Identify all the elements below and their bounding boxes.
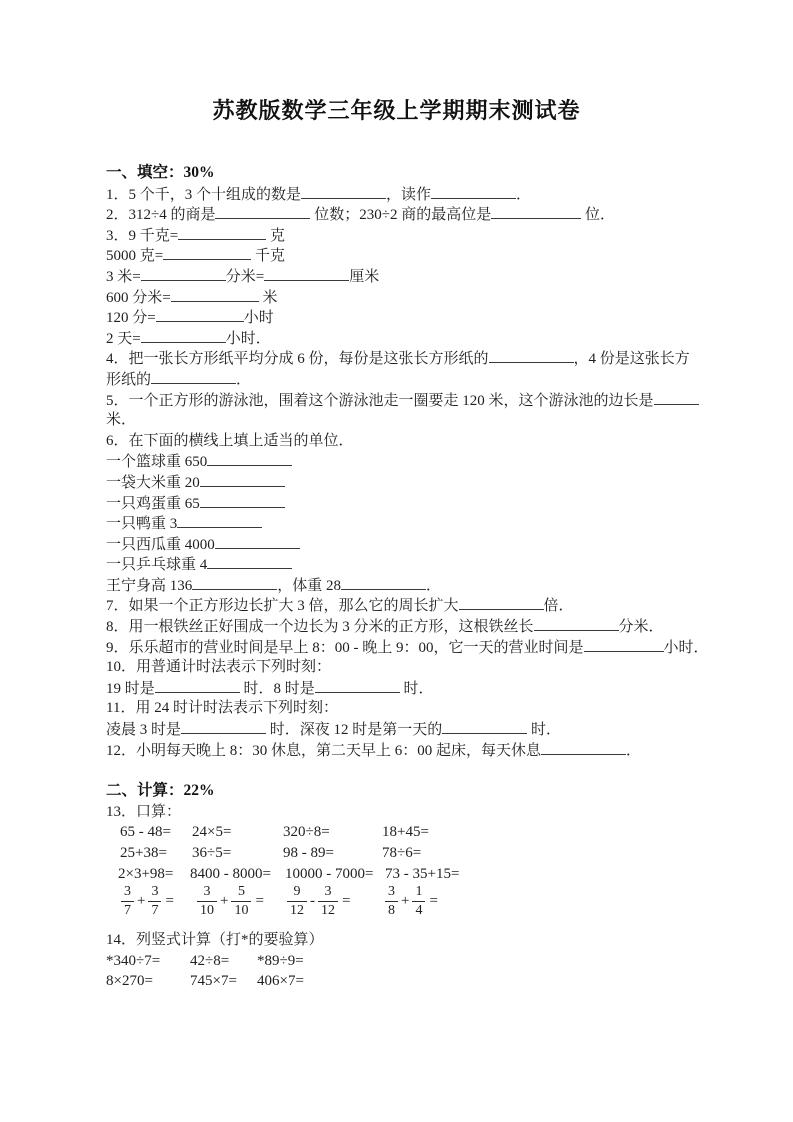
text-line (106, 204, 713, 225)
text-run: ． (626, 742, 642, 759)
text-run: 4．把一张长方形纸平均分成 6 份，每份是这张长方形纸的 (106, 351, 489, 368)
section-fill-in-blanks (106, 163, 713, 760)
page-title: 苏教版数学三年级上学期期末测试卷 (212, 98, 581, 123)
answer-blank (215, 204, 310, 219)
expression: 36÷5= (192, 845, 232, 861)
answer-blank (207, 451, 292, 466)
fraction (287, 884, 307, 918)
fraction-denominator: 7 (151, 902, 159, 918)
text-line (106, 740, 713, 761)
text-line (106, 698, 713, 719)
text-run: 7．如果一个正方形边长扩大 3 倍，那么它的周长扩大 (106, 598, 459, 615)
answer-blank (156, 307, 244, 322)
answer-blank (301, 184, 386, 199)
fraction-numerator: 3 (318, 884, 338, 901)
answer-blank (151, 369, 236, 384)
section-fill-in-lines (106, 184, 713, 761)
answer-blank (442, 719, 527, 734)
fraction-numerator: 3 (385, 884, 398, 901)
text-run: 时． (399, 680, 434, 697)
fraction-denominator: 8 (388, 902, 395, 918)
text-run: ，体重 28 (277, 577, 342, 594)
text-run: 10．用普通计时法表示下列时刻： (106, 659, 332, 676)
fraction (121, 884, 134, 918)
text-line (106, 657, 713, 678)
text-run: 一只鸭重 3 (106, 516, 178, 533)
fraction-denominator: 10 (200, 902, 214, 918)
section-heading-fill-in: 一、填空：30% (106, 164, 215, 181)
text-line (106, 451, 713, 472)
text-run: ． (516, 186, 532, 203)
expression: *340÷7= (106, 952, 161, 969)
text-run: 14．列竖式计算（打*的要验算） (106, 932, 324, 949)
fraction-expression (196, 884, 264, 918)
expression: 73 - 35+15= (385, 865, 460, 882)
expression: 24×5= (192, 824, 232, 841)
text-run: 时．8 时是 (239, 680, 315, 697)
equals-sign: = (255, 892, 264, 909)
equals-sign: = (165, 892, 174, 909)
text-run: 小时 (243, 310, 274, 327)
fraction (318, 884, 338, 918)
text-run: 2 天= (106, 330, 141, 347)
answer-blank (177, 513, 262, 528)
text-run: 位． (581, 207, 615, 224)
fraction-expression (384, 884, 438, 918)
text-run: 小时． (663, 639, 709, 656)
paper-content (0, 163, 793, 992)
text-run: 凌晨 3 时是 (106, 722, 182, 739)
text-line (106, 245, 713, 266)
text-run: 小时． (225, 330, 271, 347)
fraction-expression (286, 884, 350, 918)
answer-blank (541, 740, 626, 755)
fraction-numerator: 5 (231, 884, 251, 901)
fraction-denominator: 4 (415, 902, 423, 918)
answer-blank (163, 245, 251, 260)
answer-blank (181, 719, 266, 734)
operator: + (401, 892, 410, 909)
answer-blank (200, 472, 285, 487)
text-run: ，读作 (386, 186, 432, 203)
operator: + (220, 892, 229, 909)
text-run: 倍． (543, 598, 574, 615)
expression: 18+45= (382, 824, 429, 841)
equals-sign: = (429, 892, 438, 909)
fraction (231, 884, 251, 918)
answer-blank (141, 328, 226, 343)
text-run: 12．小明每天晚上 8：30 休息，第二天早上 6：00 起床，每天休息 (106, 742, 542, 759)
answer-blank (215, 534, 300, 549)
text-run: 时． (527, 722, 562, 739)
text-run: ，4 份是这张长方 (573, 351, 690, 368)
fraction-numerator: 3 (121, 884, 134, 901)
answer-blank (141, 266, 226, 281)
text-line (106, 493, 713, 514)
text-run: 1．5 个千，3 个十组成的数是 (106, 186, 302, 203)
text-line (106, 575, 713, 596)
text-line (106, 369, 713, 390)
fraction-numerator: 1 (412, 884, 425, 901)
answer-blank (459, 595, 544, 610)
text-run: 分米． (618, 619, 664, 636)
answer-blank (315, 678, 400, 693)
expression: 2×3+98= (118, 865, 174, 882)
text-run: 形纸的 (106, 371, 152, 388)
text-run: 8．用一根铁丝正好围成一个边长为 3 分米的正方形，这根铁丝长 (106, 619, 534, 636)
text-run: 2．312÷4 的商是 (106, 207, 216, 224)
text-run: ． (426, 577, 442, 594)
answer-blank (341, 575, 426, 590)
text-run: 3 米= (106, 268, 141, 285)
answer-blank (264, 266, 349, 281)
fraction-denominator: 12 (290, 902, 304, 918)
text-run: 一个篮球重 650 (106, 454, 208, 471)
operator: + (137, 892, 146, 909)
text-run: 6．在下面的横线上填上适当的单位． (106, 432, 354, 449)
text-line (106, 348, 713, 369)
text-run: 位数；230÷2 商的最高位是 (310, 207, 492, 224)
text-run: 11．用 24 时计时法表示下列时刻： (106, 700, 338, 717)
text-line (106, 637, 713, 658)
text-run: 千克 (251, 248, 285, 265)
text-run: 王宁身高 136 (106, 577, 193, 594)
fraction (385, 884, 398, 918)
text-run: 一只鸡蛋重 65 (106, 495, 200, 512)
expression-row (106, 971, 713, 992)
text-line (106, 266, 713, 287)
text-run: 一只乒乓球重 4 (106, 557, 208, 574)
section-calculation (106, 781, 713, 992)
answer-blank (171, 287, 259, 302)
fraction (148, 884, 161, 918)
text-line (106, 595, 713, 616)
text-line (106, 287, 713, 308)
text-run: 米． (106, 412, 137, 429)
fraction (197, 884, 217, 918)
answer-blank (178, 225, 266, 240)
fraction-numerator: 9 (287, 884, 307, 901)
answer-blank (491, 204, 581, 219)
answer-blank (155, 678, 240, 693)
fraction-numerator: 3 (148, 884, 161, 901)
section-calculation-lines (106, 802, 713, 992)
answer-blank (584, 637, 664, 652)
expression: 10000 - 7000= (285, 865, 374, 882)
text-line (106, 390, 713, 411)
expression: 8400 - 8000= (190, 865, 271, 882)
text-run: ． (236, 371, 252, 388)
expression: 25+38= (120, 845, 167, 861)
expression: 65 - 48= (120, 824, 171, 841)
expression: 98 - 89= (283, 845, 334, 861)
text-run: 9．乐乐超市的营业时间是早上 8：00 - 晚上 9：00，它一天的营业时间是 (106, 639, 584, 656)
text-run: 一袋大米重 20 (106, 474, 200, 491)
text-line (106, 802, 713, 823)
fraction-expression (120, 884, 174, 918)
expression: 78÷6= (382, 845, 422, 861)
answer-blank (200, 493, 285, 508)
fraction (412, 884, 425, 918)
text-line (106, 431, 713, 452)
text-run: 120 分= (106, 310, 156, 327)
text-line (106, 328, 713, 349)
expression: *89÷9= (257, 952, 304, 969)
expression: 745×7= (190, 973, 237, 990)
text-line (106, 616, 713, 637)
fraction-denominator: 12 (321, 902, 335, 918)
expression-row (106, 822, 713, 843)
text-run: 3．9 千克= (106, 227, 179, 244)
equals-sign: = (342, 892, 351, 909)
expression: 8×270= (106, 973, 153, 990)
expression-row (106, 843, 713, 864)
text-line (106, 307, 713, 328)
text-run: 19 时是 (106, 680, 155, 697)
text-line (106, 472, 713, 493)
text-run: 分米= (225, 268, 265, 285)
fraction-numerator: 3 (197, 884, 217, 901)
text-run: 一只西瓜重 4000 (106, 536, 215, 553)
text-run: 13．口算： (106, 803, 182, 820)
operator: - (310, 892, 315, 909)
text-line (106, 225, 713, 246)
text-run: 米 (258, 289, 278, 306)
text-line (106, 513, 713, 534)
text-line (106, 534, 713, 555)
expression: 42÷8= (190, 952, 230, 969)
text-line (106, 554, 713, 575)
answer-blank (489, 348, 574, 363)
answer-blank (534, 616, 619, 631)
answer-blank (654, 390, 699, 405)
text-line (106, 719, 713, 740)
text-run: 时．深夜 12 时是第一天的 (266, 722, 443, 739)
text-run: 5．一个正方形的游泳池，围着这个游泳池走一圈要走 120 米，这个游泳池的边长是 (106, 392, 654, 409)
expression-row (106, 864, 713, 885)
text-line (106, 184, 713, 205)
answer-blank (207, 554, 292, 569)
expression-row (106, 951, 713, 972)
text-line (106, 930, 713, 951)
section-heading-calculation: 二、计算：22% (106, 782, 215, 800)
text-line (106, 678, 713, 699)
text-run: 5000 克= (106, 248, 164, 265)
fraction-denominator: 7 (124, 902, 131, 918)
fraction-denominator: 10 (234, 902, 249, 918)
answer-blank (431, 184, 516, 199)
text-run: 600 分米= (106, 289, 171, 306)
expression: 320÷8= (283, 824, 330, 841)
expression: 406×7= (257, 973, 304, 990)
text-line (106, 410, 713, 431)
text-run: 克 (266, 227, 285, 244)
answer-blank (192, 575, 277, 590)
text-run: 厘米 (349, 268, 380, 285)
fraction-row (106, 884, 713, 918)
